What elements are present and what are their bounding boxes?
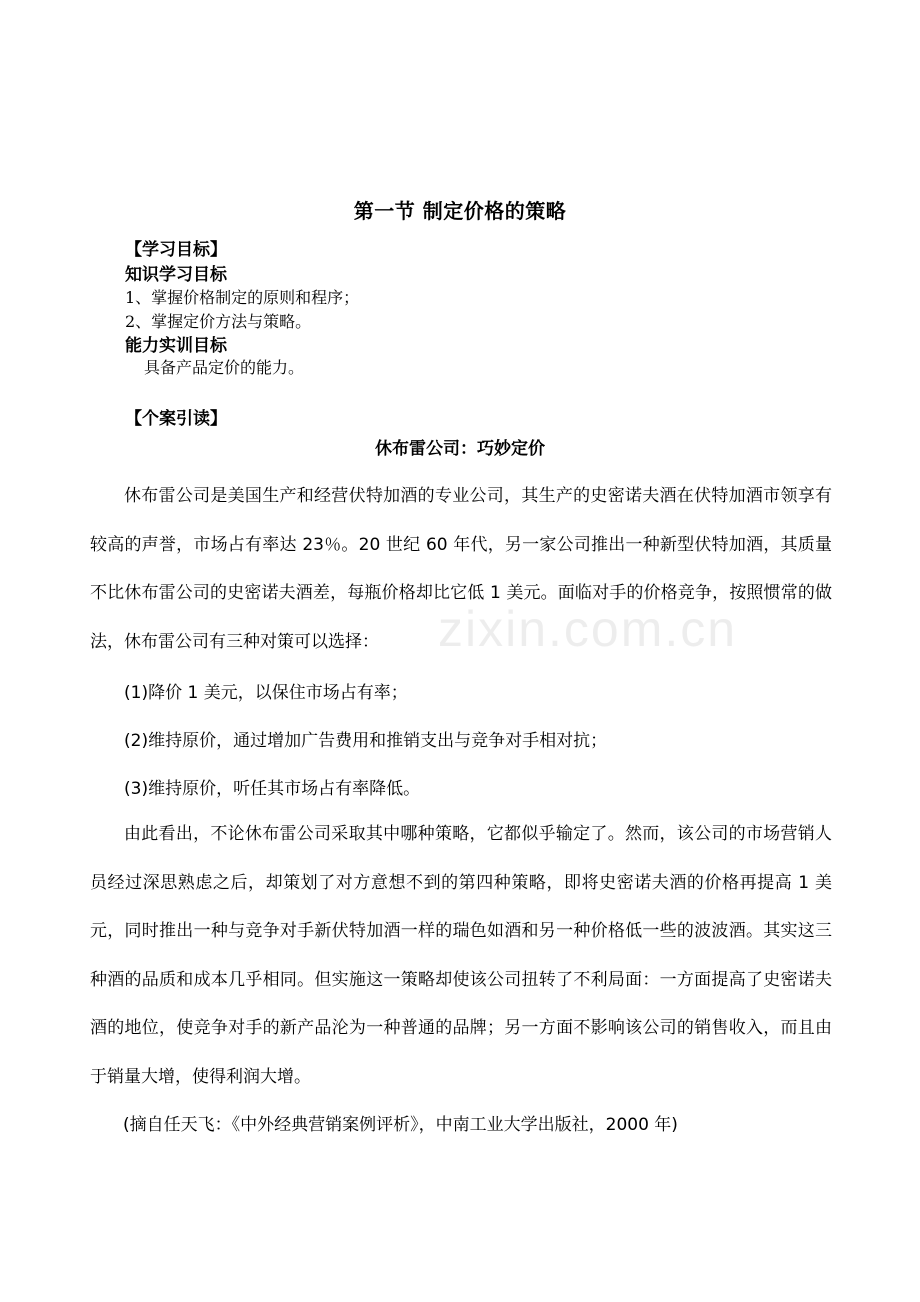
option-item: (1)降价 1 美元，以保住市场占有率； bbox=[124, 683, 408, 703]
watermark: zixin.com.cn bbox=[438, 601, 738, 657]
case-paragraph-1 bbox=[90, 472, 832, 666]
paragraph-text: 由此看出，不论休布雷公司采取其中哪种策略，它都似乎输定了。然而，该公司的市场营销人员经过深思熟虑之后，却策划了对方意想不到的第四种策略，即将史密诺夫酒的价格再提高 1 美元，同时推出一种与竞争对手新伏特加酒一样的瑞色如酒和另一种价格低一些的波波酒。其实这三种酒的品质和成本几乎相同。但实施这一策略却使该公司扭转了不利局面：一方面提高了史密诺夫酒的地位，使竞争对手的新产品沦为一种普通的品牌；另一方面不影响该公司的销售收入，而且由于销量大增，使得利润大增。 bbox=[90, 824, 832, 1087]
paragraph-text: 休布雷公司是美国生产和经营伏特加酒的专业公司，其生产的史密诺夫酒在伏特加酒市领享有较高的声誉，市场占有率达 23％。20 世纪 60 年代，另一家公司推出一种新型伏特加酒，其质量不比休布雷公司的史密诺夫酒差，每瓶价格却比它低 1 美元。面临对手的价格竞争，按照惯常的做法，休布雷公司有三种对策可以选择： bbox=[90, 486, 832, 652]
option-item: (2)维持原价，通过增加广告费用和推销支出与竞争对手相对抗； bbox=[124, 731, 608, 751]
skill-item: 具备产品定价的能力。 bbox=[144, 358, 305, 377]
skill-heading: 能力实训目标 bbox=[125, 336, 227, 356]
source-citation: (摘自任天飞：《中外经典营销案例评析》，中南工业大学出版社，2000 年) bbox=[123, 1115, 678, 1135]
case-title: 休布雷公司：巧妙定价 bbox=[375, 439, 545, 459]
case-heading: 【个案引读】 bbox=[125, 409, 227, 429]
section-title: 第一节 制定价格的策略 bbox=[353, 199, 567, 223]
knowledge-heading: 知识学习目标 bbox=[125, 265, 227, 285]
knowledge-item: 1、掌握价格制定的原则和程序； bbox=[125, 288, 360, 307]
knowledge-item: 2、掌握定价方法与策略。 bbox=[125, 312, 312, 331]
objectives-heading: 【学习目标】 bbox=[125, 240, 227, 260]
case-paragraph-2 bbox=[90, 810, 832, 1101]
option-item: (3)维持原价，听任其市场占有率降低。 bbox=[124, 779, 421, 799]
